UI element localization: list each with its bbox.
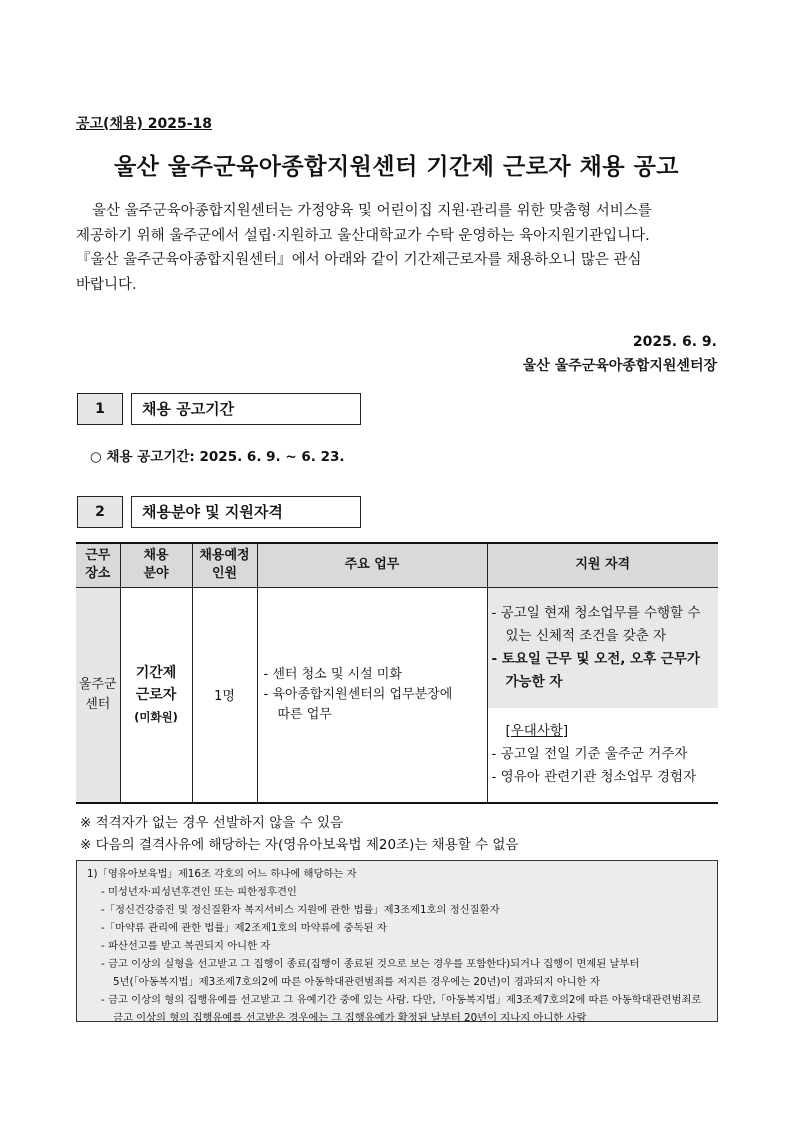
table-header-row — [76, 543, 718, 587]
section-1-title: 채용 공고기간 — [131, 393, 361, 425]
header-duties: 주요 업무 — [257, 543, 487, 587]
disqualification-item: - 파산선고를 받고 복권되지 아니한 자 — [101, 940, 271, 952]
cell-place: 울주군 센터 — [76, 587, 120, 803]
disqualification-item: - 금고 이상의 실형을 선고받고 그 집행이 종료(집행이 종료된 것으로 보는 경우를 포함한다)되거나 집행이 면제된 날부터 — [101, 958, 640, 970]
cell-field: 기간제 근로자 (미화원) — [120, 587, 192, 803]
cell-qualifications — [487, 587, 718, 803]
disqualification-item: - 금고 이상의 형의 집행유예를 선고받고 그 유예기간 중에 있는 사람. 다만,「아동복지법」제3조제7호의2에 따른 아동학대관련범죄로 — [101, 994, 702, 1006]
disqualification-item: 1)「영유아보육법」제16조 각호의 어느 하나에 해당하는 자 — [87, 868, 357, 880]
notes — [80, 812, 519, 856]
intro-line: 바랍니다. — [76, 276, 137, 293]
disqualification-box — [76, 860, 718, 1022]
recruitment-table — [76, 542, 718, 804]
note-item: ※ 다음의 결격사유에 해당하는 자(영유아보육법 제20조)는 채용할 수 없음 — [80, 837, 519, 853]
disqualification-item: 금고 이상의 형의 집행유예를 선고받은 경우에는 그 집행유예가 확정된 날부터 20년이 지나지 아니한 사람 — [113, 1012, 587, 1024]
intro-line: 『울산 울주군육아종합지원센터』에서 아래와 같이 기간제근로자를 채용하오니 많은 관심 — [76, 252, 642, 268]
cell-count: 1명 — [192, 587, 257, 803]
required-qualifications: - 공고일 현재 청소업무를 수행할 수 있는 신체적 조건을 갖춘 자 - 토요일 근무 및 오전, 오후 근무가 가능한 자 — [488, 588, 719, 708]
section-2-number: 2 — [77, 496, 123, 528]
notice-number: 공고(채용) 2025-18 — [76, 116, 213, 132]
header-qualifications: 지원 자격 — [487, 543, 718, 587]
header-field: 채용 분야 — [120, 543, 192, 587]
cell-duties: - 센터 청소 및 시설 미화 - 육아종합지원센터의 업무분장에 따른 업무 — [257, 587, 487, 803]
note-item: ※ 적격자가 없는 경우 선발하지 않을 수 있음 — [80, 815, 344, 831]
header-count: 채용예정 인원 — [192, 543, 257, 587]
preferred-qualifications — [488, 708, 719, 789]
disqualification-item: - 미성년자·피성년후견인 또는 피한정후견인 — [101, 886, 297, 898]
preference-item: - 영유아 관련기관 청소업무 경험자 — [491, 768, 697, 785]
section-1-number: 1 — [77, 393, 123, 425]
disqualification-item: 5년(「아동복지법」제3조제7호의2에 따른 아동학대관련범죄를 저지른 경우에는 20년)이 경과되지 아니한 자 — [113, 976, 600, 988]
disqualification-item: -「정신건강증진 및 정신질환자 복지서비스 지원에 관한 법률」제3조제1호의 정신질환자 — [101, 904, 500, 916]
header-place: 근무 장소 — [76, 543, 120, 587]
intro-paragraph — [76, 199, 718, 297]
intro-line: 제공하기 위해 울주군에서 설립·지원하고 울산대학교가 수탁 운영하는 육아지원기관입니다. — [76, 227, 650, 244]
recruitment-period: ○ 채용 공고기간: 2025. 6. 9. ~ 6. 23. — [90, 449, 345, 465]
issuer-name: 울산 울주군육아종합지원센터장 — [522, 358, 717, 374]
table-row — [76, 587, 718, 803]
disqualification-item: -「마약류 관리에 관한 법률」제2조제1호의 마약류에 중독된 자 — [101, 922, 387, 934]
section-2-title: 채용분야 및 지원자격 — [131, 496, 361, 528]
notice-date: 2025. 6. 9. — [632, 334, 717, 350]
preference-item: - 공고일 전일 기준 울주군 거주자 — [491, 745, 688, 762]
preference-title: [우대사항] — [505, 722, 569, 739]
page-title: 울산 울주군육아종합지원센터 기간제 근로자 채용 공고 — [113, 154, 680, 180]
intro-line: 울산 울주군육아종합지원센터는 가정양육 및 어린이집 지원·관리를 위한 맞춤형 서비스를 — [92, 203, 652, 219]
